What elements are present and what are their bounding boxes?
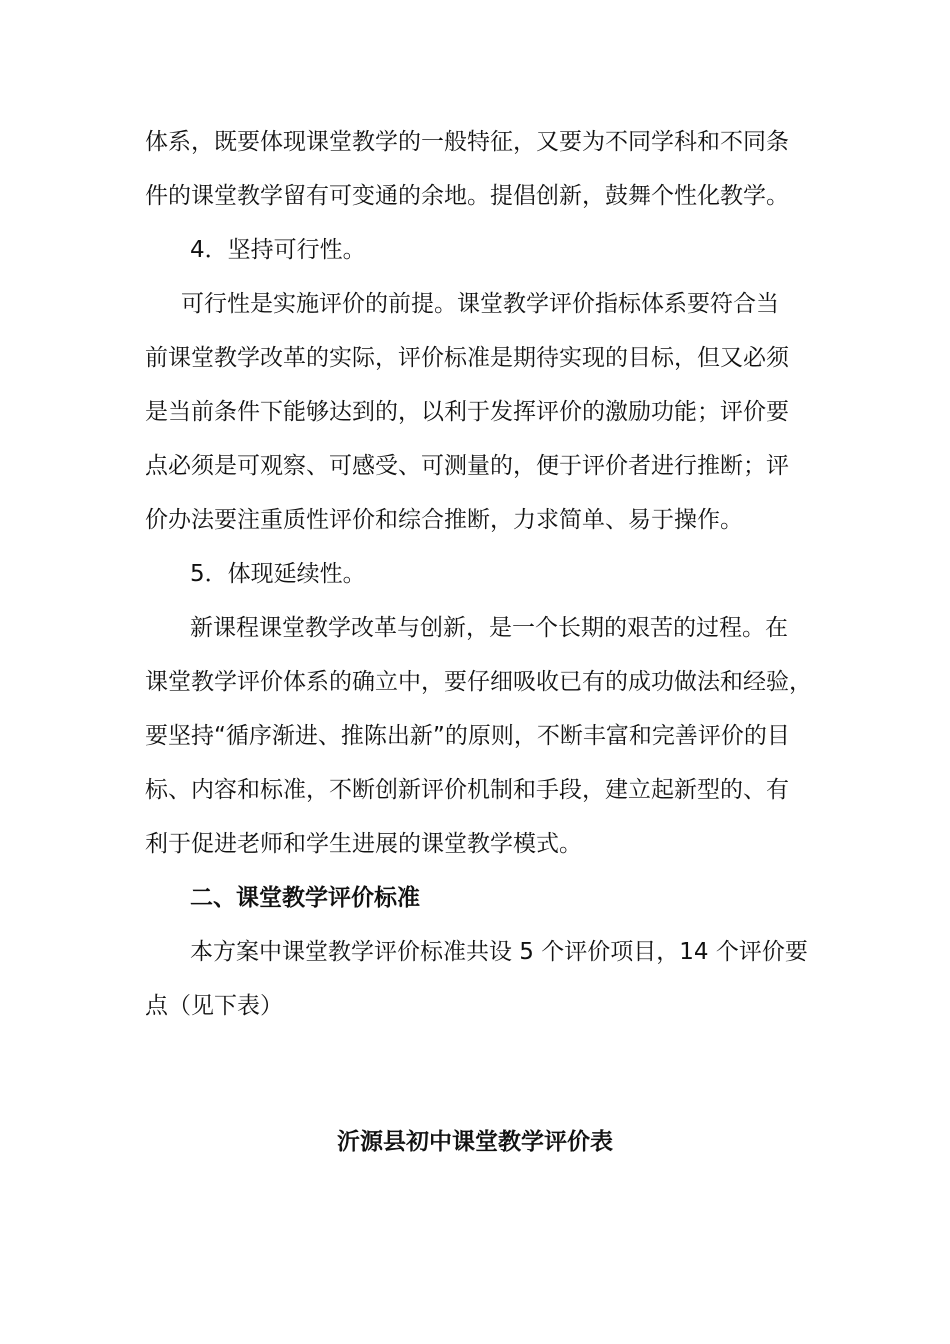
paragraph-line-12: 利于促进老师和学生进展的课堂教学模式。	[145, 831, 582, 857]
paragraph-line-9: 课堂教学评价体系的确立中，要仔细吸收已有的成功做法和经验，	[145, 669, 812, 695]
paragraph-line-4: 前课堂教学改革的实际，评价标准是期待实现的目标，但又必须	[145, 345, 789, 371]
paragraph-line-14: 点（见下表）	[145, 993, 283, 1019]
paragraph-line-8: 新课程课堂教学改革与创新，是一个长期的艰苦的过程。在	[190, 615, 788, 641]
paragraph-line-13: 本方案中课堂教学评价标准共设 5 个评价项目，14 个评价要	[190, 939, 808, 965]
paragraph-line-3: 可行性是实施评价的前提。课堂教学评价指标体系要符合当	[181, 291, 779, 317]
heading-continuity: 5．体现延续性。	[190, 561, 366, 587]
heading-feasibility: 4．坚持可行性。	[190, 237, 366, 263]
paragraph-line-7: 价办法要注重质性评价和综合推断，力求简单、易于操作。	[145, 507, 743, 533]
paragraph-line-6: 点必须是可观察、可感受、可测量的，便于评价者进行推断；评	[145, 453, 789, 479]
paragraph-line-5: 是当前条件下能够达到的，以利于发挥评价的激励功能；评价要	[145, 399, 789, 425]
paragraph-line-1: 体系，既要体现课堂教学的一般特征，又要为不同学科和不同条	[145, 129, 789, 155]
paragraph-line-10: 要坚持“循序渐进、推陈出新”的原则，不断丰富和完善评价的目	[145, 723, 790, 749]
table-title: 沂源县初中课堂教学评价表	[337, 1129, 613, 1155]
paragraph-line-2: 件的课堂教学留有可变通的余地。提倡创新，鼓舞个性化教学。	[145, 183, 789, 209]
paragraph-line-11: 标、内容和标准，不断创新评价机制和手段，建立起新型的、有	[145, 777, 789, 803]
section-heading: 二、课堂教学评价标准	[190, 885, 420, 911]
